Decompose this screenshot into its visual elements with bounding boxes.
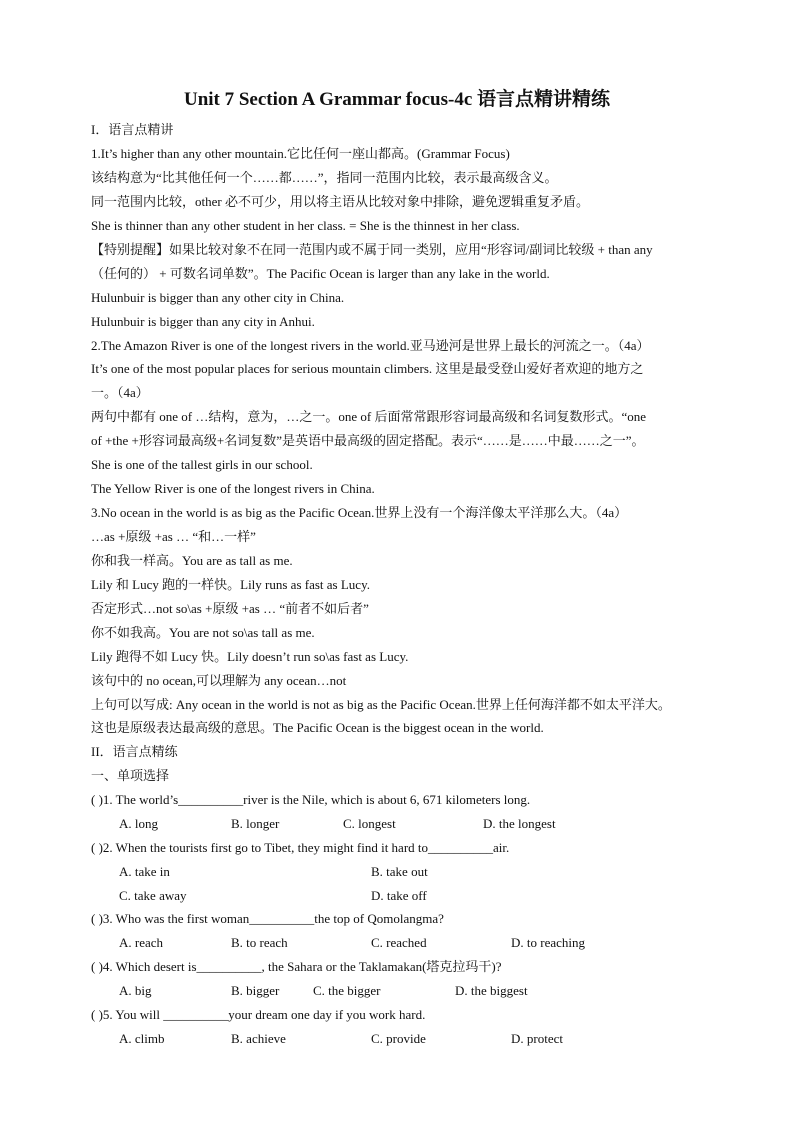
question-1-stem: ( )1. The world’s__________river is the Nile, which is about 6, 671 kilometers long. (91, 792, 531, 807)
question-5-option-b: B. achieve (231, 1031, 286, 1046)
text-line: 上句可以写成: Any ocean in the world is not as big as the Pacific Ocean.世界上任何海洋都不如太平洋大。 (91, 697, 671, 712)
text-line: Lily 和 Lucy 跑的一样快。Lily runs as fast as Lucy. (91, 577, 370, 592)
text-line: 3.No ocean in the world is as big as the Pacific Ocean.世界上没有一个海洋像太平洋那么大。（4a） (91, 505, 628, 520)
text-line: 2.The Amazon River is one of the longest rivers in the world.亚马逊河是世界上最长的河流之一。（4a） (91, 338, 650, 353)
text-line: 该句中的 no ocean,可以理解为 any ocean…not (91, 673, 347, 688)
question-3-option-b: B. to reach (231, 935, 288, 950)
section-heading-2: II．语言点精练 (91, 744, 178, 759)
text-line: Hulunbuir is bigger than any city in Anhui. (91, 314, 315, 329)
question-1-option-c: C. longest (343, 816, 396, 831)
question-5-option-c: C. provide (371, 1031, 426, 1046)
text-line: 【特别提醒】如果比较对象不在同一范围内或不属于同一类别，应用“形容词/副词比较级 + than any (91, 242, 653, 257)
question-4-option-a: A. big (119, 983, 152, 998)
text-line: 否定形式…not so\as +原级 +as … “前者不如后者” (91, 601, 369, 616)
question-5-option-d: D. protect (511, 1031, 563, 1046)
question-1-option-b: B. longer (231, 816, 280, 831)
question-3-stem: ( )3. Who was the first woman__________the top of Qomolangma? (91, 911, 444, 926)
text-line: Hulunbuir is bigger than any other city in China. (91, 290, 345, 305)
text-line: …as +原级 +as … “和…一样” (91, 529, 256, 544)
text-line: 这也是原级表达最高级的意思。The Pacific Ocean is the biggest ocean in the world. (91, 720, 544, 735)
question-4-option-d: D. the biggest (455, 983, 528, 998)
section-heading-1: I．语言点精讲 (91, 122, 174, 137)
question-1-option-a: A. long (119, 816, 158, 831)
text-line: 你和我一样高。You are as tall as me. (91, 553, 293, 568)
question-2-option-c: C. take away (119, 888, 187, 903)
question-1-option-d: D. the longest (483, 816, 556, 831)
question-3-option-d: D. to reaching (511, 935, 586, 950)
subsection-heading: 一、单项选择 (91, 768, 170, 783)
question-2-stem: ( )2. When the tourists first go to Tibet, they might find it hard to__________air. (91, 840, 510, 855)
text-line: of +the +形容词最高级+名词复数”是英语中最高级的固定搭配。表示“……是……中最……之一”。 (91, 433, 645, 448)
text-line: It’s one of the most popular places for serious mountain climbers. 这里是最受登山爱好者欢迎的地方之 (91, 361, 644, 376)
text-line: 一。（4a） (91, 385, 149, 400)
question-5-option-a: A. climb (119, 1031, 165, 1046)
question-4-stem: ( )4. Which desert is__________, the Sahara or the Taklamakan(塔克拉玛干)? (91, 959, 502, 974)
text-line: She is thinner than any other student in her class. = She is the thinnest in her class. (91, 218, 520, 233)
text-line: The Yellow River is one of the longest rivers in China. (91, 481, 375, 496)
text-line: （任何的） + 可数名词单数”。The Pacific Ocean is larger than any lake in the world. (91, 266, 550, 281)
question-2-option-d: D. take off (371, 888, 427, 903)
text-line: Lily 跑得不如 Lucy 快。Lily doesn’t run so\as fast as Lucy. (91, 649, 409, 664)
text-line: 你不如我高。You are not so\as tall as me. (91, 625, 315, 640)
question-3-option-a: A. reach (119, 935, 164, 950)
question-2-option-b: B. take out (371, 864, 428, 879)
text-line: 1.It’s higher than any other mountain.它比任何一座山都高。(Grammar Focus) (91, 146, 510, 161)
question-5-stem: ( )5. You will __________your dream one day if you work hard. (91, 1007, 426, 1022)
question-4-option-c: C. the bigger (313, 983, 381, 998)
text-line: 同一范围内比较，other 必不可少，用以将主语从比较对象中排除，避免逻辑重复矛盾。 (91, 194, 589, 209)
question-2-option-a: A. take in (119, 864, 170, 879)
page-title: Unit 7 Section A Grammar focus-4c 语言点精讲精练 (183, 89, 611, 110)
text-line: 该结构意为“比其他任何一个……都……”，指同一范围内比较，表示最高级含义。 (91, 170, 558, 185)
text-line: 两句中都有 one of …结构，意为，…之一。one of 后面常常跟形容词最高级和名词复数形式。“one (91, 409, 646, 424)
text-line: She is one of the tallest girls in our school. (91, 457, 313, 472)
question-3-option-c: C. reached (371, 935, 427, 950)
question-4-option-b: B. bigger (231, 983, 280, 998)
